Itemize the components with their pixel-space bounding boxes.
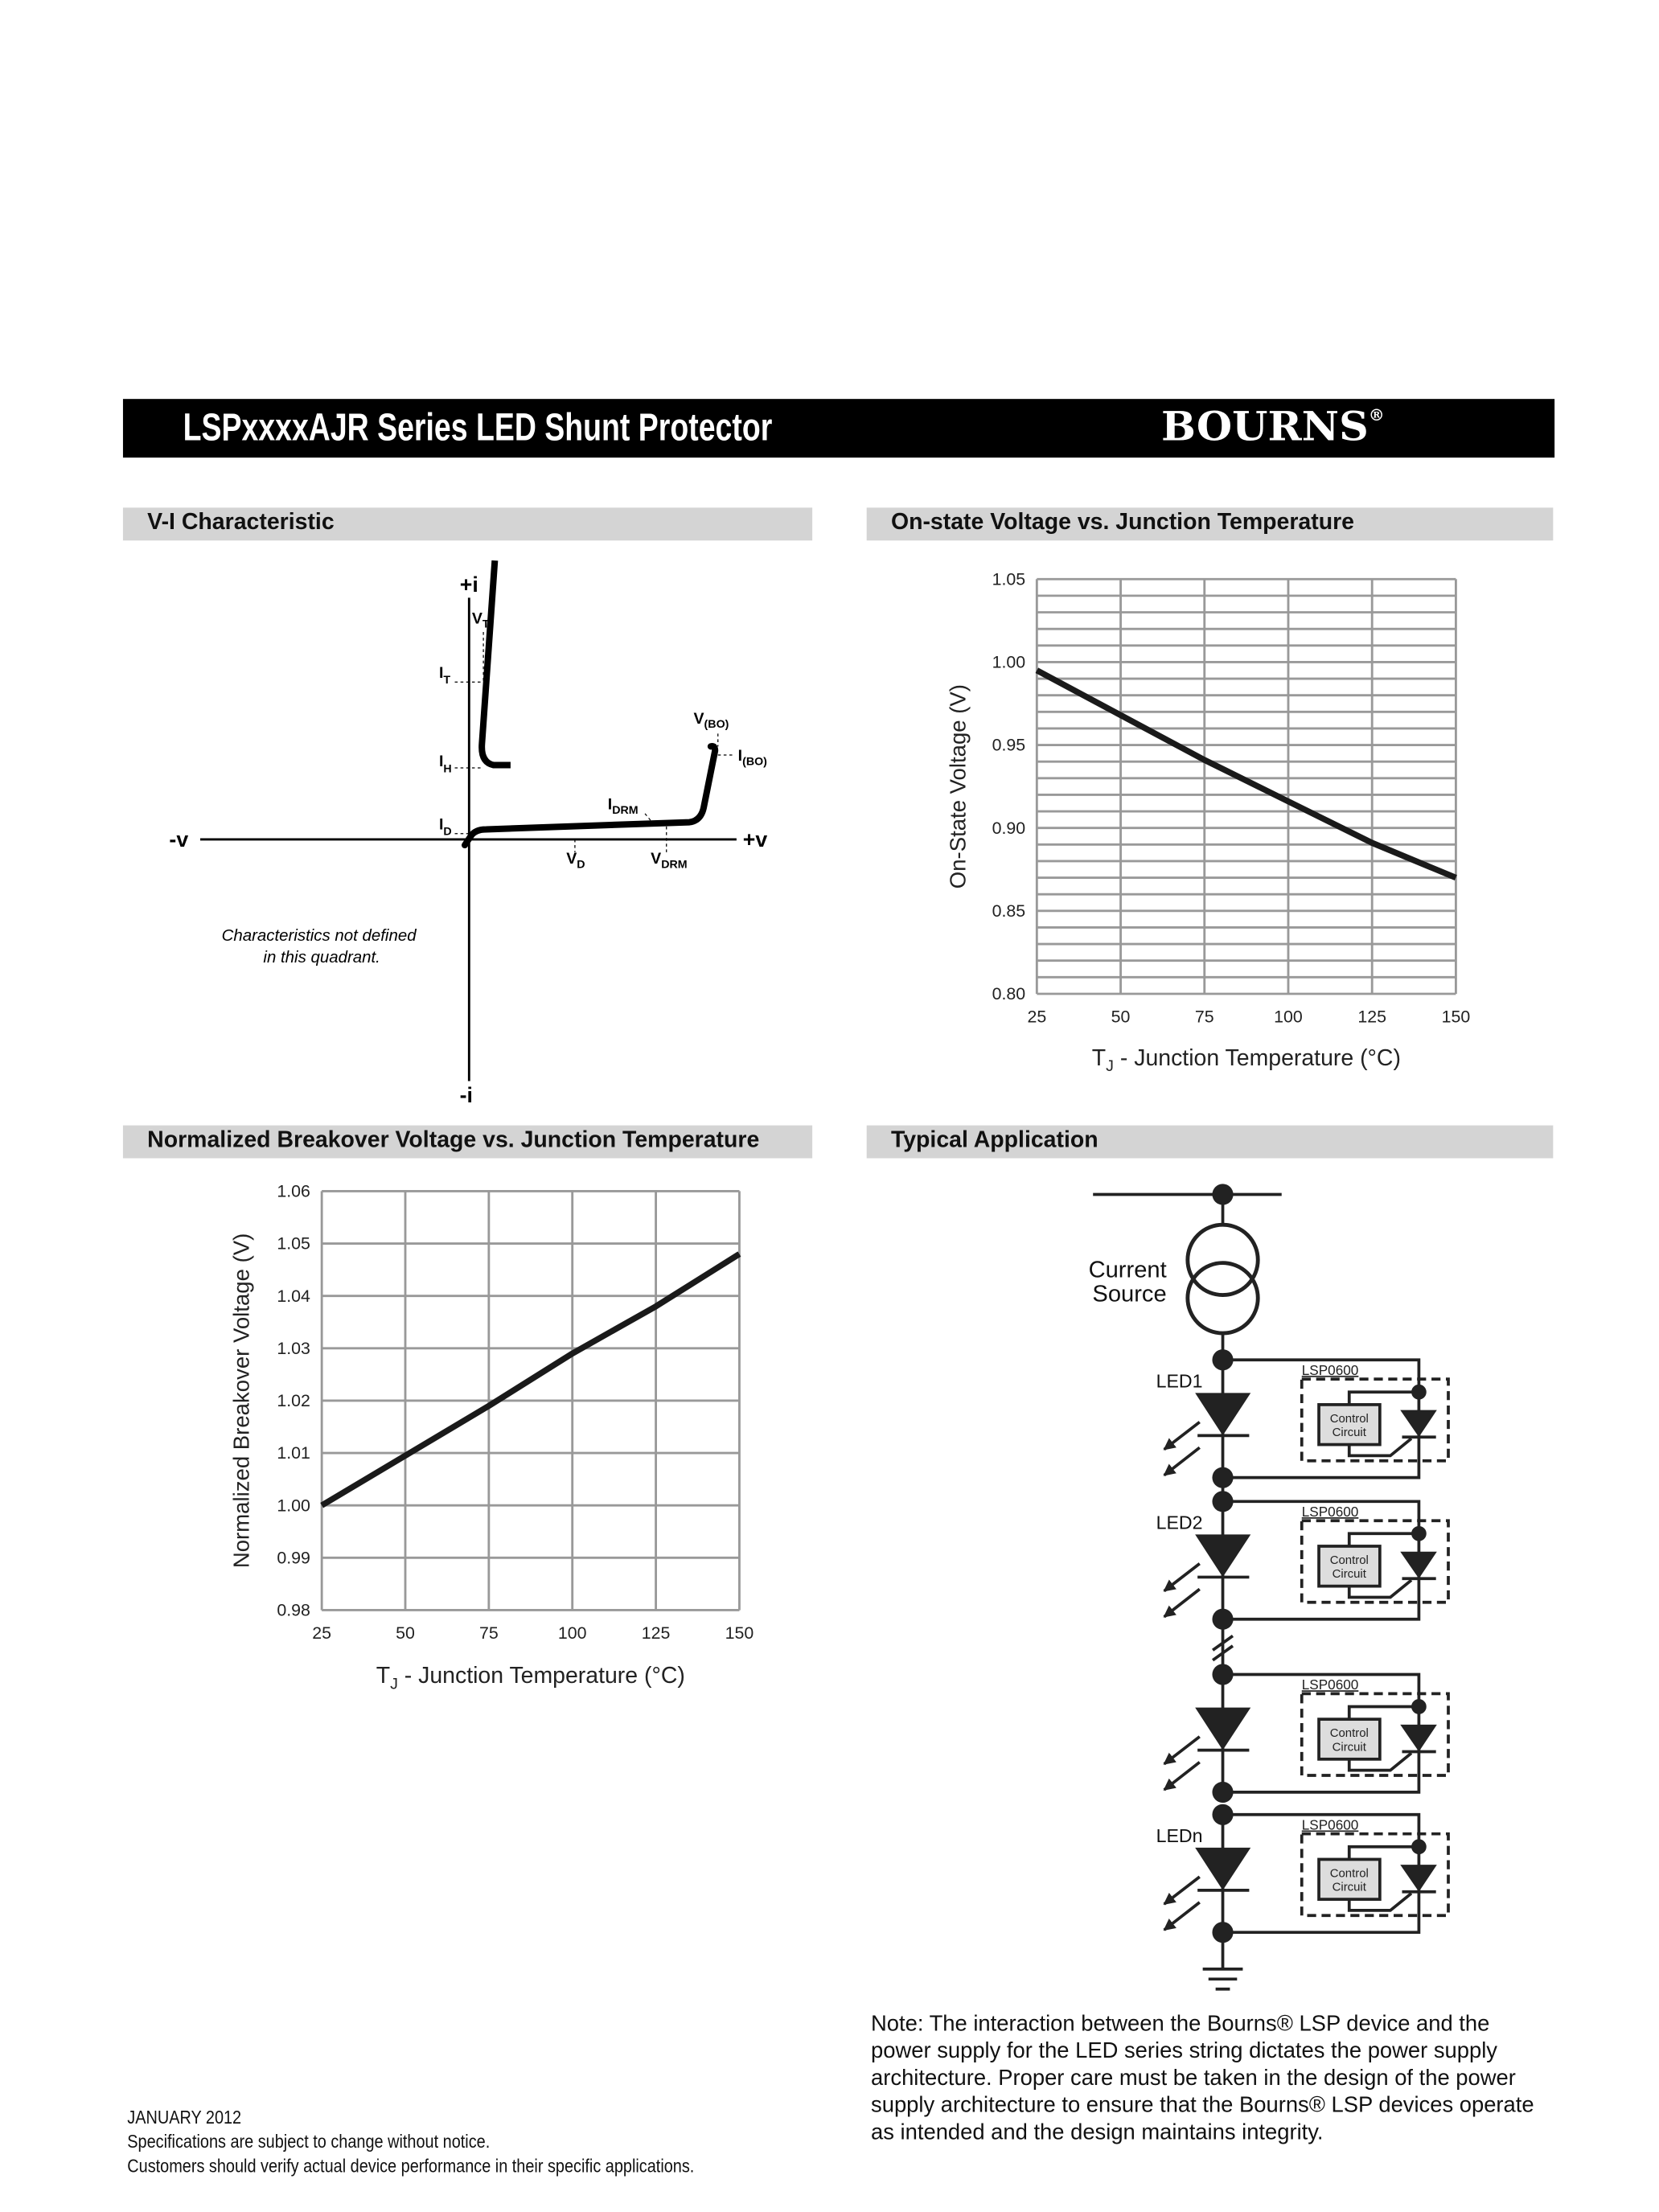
y-tick-label: 0.90 xyxy=(992,819,1026,838)
light-arrow-icon xyxy=(1164,1564,1200,1591)
control-label: Circuit xyxy=(1333,1740,1367,1754)
x-axis-title-sub: J xyxy=(1106,1057,1114,1075)
x-tick-label: 75 xyxy=(479,1623,499,1643)
node-dot xyxy=(1413,1841,1425,1853)
device-label: LSP0600 xyxy=(1302,1816,1359,1832)
vdrm-label: $V_{DRM}$ xyxy=(651,850,687,871)
ibo-label: $I_{(BO)}$ xyxy=(738,747,768,768)
x-axis-title-main: T xyxy=(1092,1045,1106,1071)
x-axis-title-sub: J xyxy=(390,1675,398,1693)
quadrant-note-line1: Characteristics not defined xyxy=(222,926,417,945)
control-label: Control xyxy=(1330,1866,1369,1880)
minus-v-label: -v xyxy=(169,827,188,852)
id-label: $I_D$ xyxy=(439,815,452,838)
x-axis-title-rest: - Junction Temperature (°C) xyxy=(398,1663,685,1689)
y-tick-label: 1.00 xyxy=(277,1496,310,1515)
node-dot xyxy=(1212,1782,1233,1803)
quadrant-note-line2: in this quadrant. xyxy=(263,948,380,966)
light-arrow-icon xyxy=(1164,1447,1200,1475)
y-tick-label: 1.04 xyxy=(277,1287,310,1306)
x-tick-label: 100 xyxy=(558,1623,587,1643)
y-tick-label: 0.80 xyxy=(992,984,1026,1003)
application-note xyxy=(871,2010,1534,2146)
device-label: LSP0600 xyxy=(1302,1676,1359,1693)
section-title: Normalized Breakover Voltage vs. Junction Temperature xyxy=(147,1128,759,1154)
light-arrow-icon xyxy=(1164,1877,1200,1904)
light-arrow-icon xyxy=(1164,1422,1200,1450)
section-title: On-state Voltage vs. Junction Temperature xyxy=(891,511,1354,536)
control-wire xyxy=(1349,1533,1419,1546)
footer xyxy=(127,2105,694,2178)
minus-i-label: -i xyxy=(460,1083,473,1107)
control-wire xyxy=(1349,1847,1419,1860)
node-dot xyxy=(1413,1386,1425,1398)
control-label: Circuit xyxy=(1333,1881,1367,1894)
plus-i-label: +i xyxy=(460,572,478,597)
led-label: LEDn xyxy=(1156,1825,1203,1846)
y-tick-label: 1.03 xyxy=(277,1339,310,1358)
note-line: Note: The interaction between the Bourns® LSP device and the xyxy=(871,2010,1534,2038)
y-tick-label: 0.99 xyxy=(277,1548,310,1567)
idrm-label: $I_{DRM}$ xyxy=(608,796,639,817)
logo-text: BOURNS xyxy=(1161,404,1369,451)
section-title: Typical Application xyxy=(891,1128,1098,1154)
led-diode-icon xyxy=(1195,1708,1250,1750)
footer-disclaimer-1: Specifications are subject to change without notice. xyxy=(127,2129,694,2153)
y-tick-label: 1.00 xyxy=(992,653,1026,672)
thyristor-icon xyxy=(1400,1410,1437,1438)
current-source-circle-top xyxy=(1188,1225,1258,1295)
note-line: power supply for the LED series string dictates the power supply xyxy=(871,2038,1534,2065)
led-diode-icon xyxy=(1195,1848,1250,1890)
led-label: LED1 xyxy=(1156,1371,1203,1392)
vd-label: $V_D$ xyxy=(566,850,585,871)
led-diode-icon xyxy=(1195,1534,1250,1577)
node-dot xyxy=(1212,1804,1233,1825)
note-line: supply architecture to ensure that the Bourns® LSP devices operate xyxy=(871,2092,1534,2120)
plus-v-label: +v xyxy=(743,827,768,852)
led-shunt-block xyxy=(1156,1349,1448,1488)
x-tick-label: 150 xyxy=(725,1623,754,1643)
vbo-label: $V_{(BO)}$ xyxy=(694,710,729,731)
led-shunt-block xyxy=(1156,1491,1448,1630)
y-tick-label: 0.98 xyxy=(277,1601,310,1620)
control-label: Circuit xyxy=(1333,1426,1367,1439)
x-tick-label: 150 xyxy=(1442,1008,1471,1027)
thyristor-icon xyxy=(1400,1552,1437,1579)
current-source xyxy=(1089,1184,1282,1360)
led-shunt-block xyxy=(1156,1804,1448,1943)
light-arrow-icon xyxy=(1164,1737,1200,1764)
led-label: LED2 xyxy=(1156,1512,1203,1533)
y-tick-label: 1.06 xyxy=(277,1182,310,1201)
light-arrow-icon xyxy=(1164,1589,1200,1616)
node-dot xyxy=(1212,1349,1233,1370)
light-arrow-icon xyxy=(1164,1902,1200,1930)
ground-icon xyxy=(1203,1938,1243,1989)
y-tick-label: 0.95 xyxy=(992,736,1026,755)
footer-disclaimer-2: Customers should verify actual device performance in their specific applications. xyxy=(127,2153,694,2177)
x-axis-title-main: T xyxy=(376,1663,390,1689)
control-label: Circuit xyxy=(1333,1567,1367,1581)
led-shunt-block xyxy=(1164,1664,1448,1803)
x-tick-label: 50 xyxy=(1111,1008,1131,1027)
y-tick-label: 1.02 xyxy=(277,1391,310,1410)
x-tick-label: 125 xyxy=(1357,1008,1386,1027)
thyristor-icon xyxy=(1400,1865,1437,1892)
node-dot xyxy=(1413,1528,1425,1540)
x-tick-label: 125 xyxy=(642,1623,671,1643)
y-tick-label: 1.05 xyxy=(992,569,1026,589)
control-wire xyxy=(1349,1392,1419,1405)
section-title: V-I Characteristic xyxy=(147,511,334,536)
current-source-label-1: Current xyxy=(1089,1258,1167,1283)
device-label: LSP0600 xyxy=(1302,1362,1359,1378)
device-label: LSP0600 xyxy=(1302,1504,1359,1520)
note-line: architecture. Proper care must be taken in the design of the power xyxy=(871,2065,1534,2092)
x-tick-label: 50 xyxy=(396,1623,415,1643)
y-tick-label: 1.01 xyxy=(277,1443,310,1463)
y-axis-title: On-State Voltage (V) xyxy=(945,684,970,888)
y-axis-title: Normalized Breakover Voltage (V) xyxy=(228,1233,253,1568)
led-diode-icon xyxy=(1195,1393,1250,1435)
footer-date: JANUARY 2012 xyxy=(127,2105,694,2129)
y-tick-label: 1.05 xyxy=(277,1234,310,1254)
node-dot xyxy=(1413,1701,1425,1713)
document-title: LSPxxxxAJR Series LED Shunt Protector xyxy=(183,406,773,450)
thyristor-icon xyxy=(1400,1725,1437,1752)
x-axis-title-rest: - Junction Temperature (°C) xyxy=(1114,1045,1401,1071)
ih-label: $I_H$ xyxy=(439,753,452,775)
control-wire xyxy=(1349,1706,1419,1719)
vt-label: $V_T$ xyxy=(472,609,490,630)
x-tick-label: 100 xyxy=(1274,1008,1303,1027)
current-source-label-2: Source xyxy=(1092,1281,1166,1307)
light-arrow-icon xyxy=(1164,1763,1200,1790)
control-label: Control xyxy=(1330,1726,1369,1740)
note-line: as intended and the design maintains integrity. xyxy=(871,2120,1534,2147)
it-label: $I_T$ xyxy=(439,664,450,687)
x-tick-label: 25 xyxy=(1027,1008,1046,1027)
x-tick-label: 75 xyxy=(1195,1008,1214,1027)
x-tick-label: 25 xyxy=(312,1623,331,1643)
registered-mark: ® xyxy=(1369,406,1385,425)
current-source-circle-bottom xyxy=(1188,1263,1258,1333)
control-label: Control xyxy=(1330,1412,1369,1426)
y-tick-label: 0.85 xyxy=(992,901,1026,921)
control-label: Control xyxy=(1330,1553,1369,1567)
